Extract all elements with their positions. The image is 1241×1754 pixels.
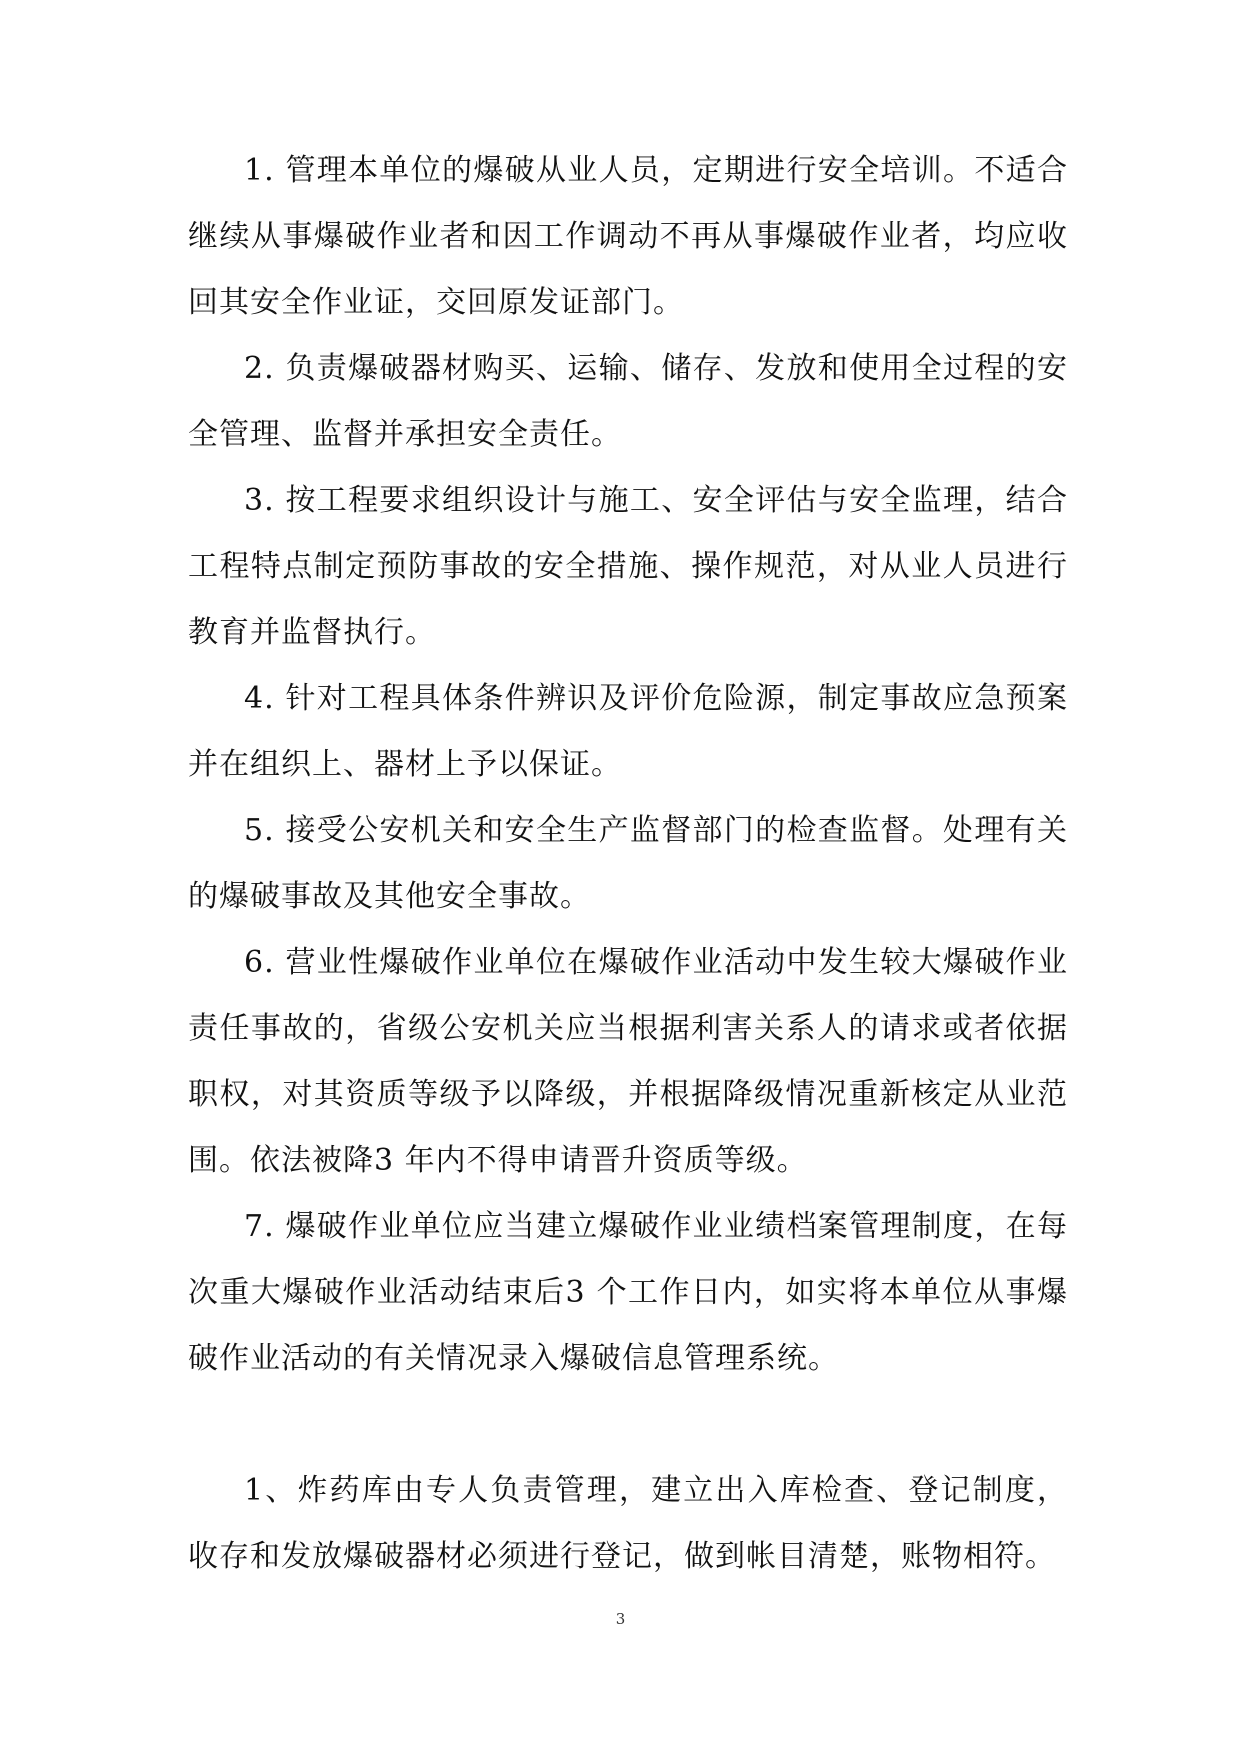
paragraph-4: 4. 针对工程具体条件辨识及评价危险源，制定事故应急预案并在组织上、器材上予以保证。 xyxy=(188,681,1068,782)
paragraph-8: 1、炸药库由专人负责管理，建立出入库检查、登记制度，收存和发放爆破器材必须进行登记，做到帐目清楚，账物相符。 xyxy=(188,1473,1068,1574)
paragraph-1: 1. 管理本单位的爆破从业人员，定期进行安全培训。不适合继续从事爆破作业者和因工作调动不再从事爆破作业者，均应收回其安全作业证，交回原发证部门。 xyxy=(188,153,1068,320)
paragraph-7: 7. 爆破作业单位应当建立爆破作业业绩档案管理制度，在每次重大爆破作业活动结束后3 个工作日内，如实将本单位从事爆破作业活动的有关情况录入爆破信息管理系统。 xyxy=(188,1209,1068,1376)
paragraph-6: 6. 营业性爆破作业单位在爆破作业活动中发生较大爆破作业责任事故的，省级公安机关应当根据利害关系人的请求或者依据职权，对其资质等级予以降级，并根据降级情况重新核定从业范围。依法被降3 年内不得申请晋升资质等级。 xyxy=(188,945,1068,1178)
page-number: 3 xyxy=(615,1610,626,1628)
paragraph-2: 2. 负责爆破器材购买、运输、储存、发放和使用全过程的安全管理、监督并承担安全责任。 xyxy=(188,351,1068,452)
paragraph-5: 5. 接受公安机关和安全生产监督部门的检查监督。处理有关的爆破事故及其他安全事故。 xyxy=(188,813,1068,914)
paragraph-3: 3. 按工程要求组织设计与施工、安全评估与安全监理，结合工程特点制定预防事故的安全措施、操作规范，对从业人员进行教育并监督执行。 xyxy=(188,483,1068,650)
